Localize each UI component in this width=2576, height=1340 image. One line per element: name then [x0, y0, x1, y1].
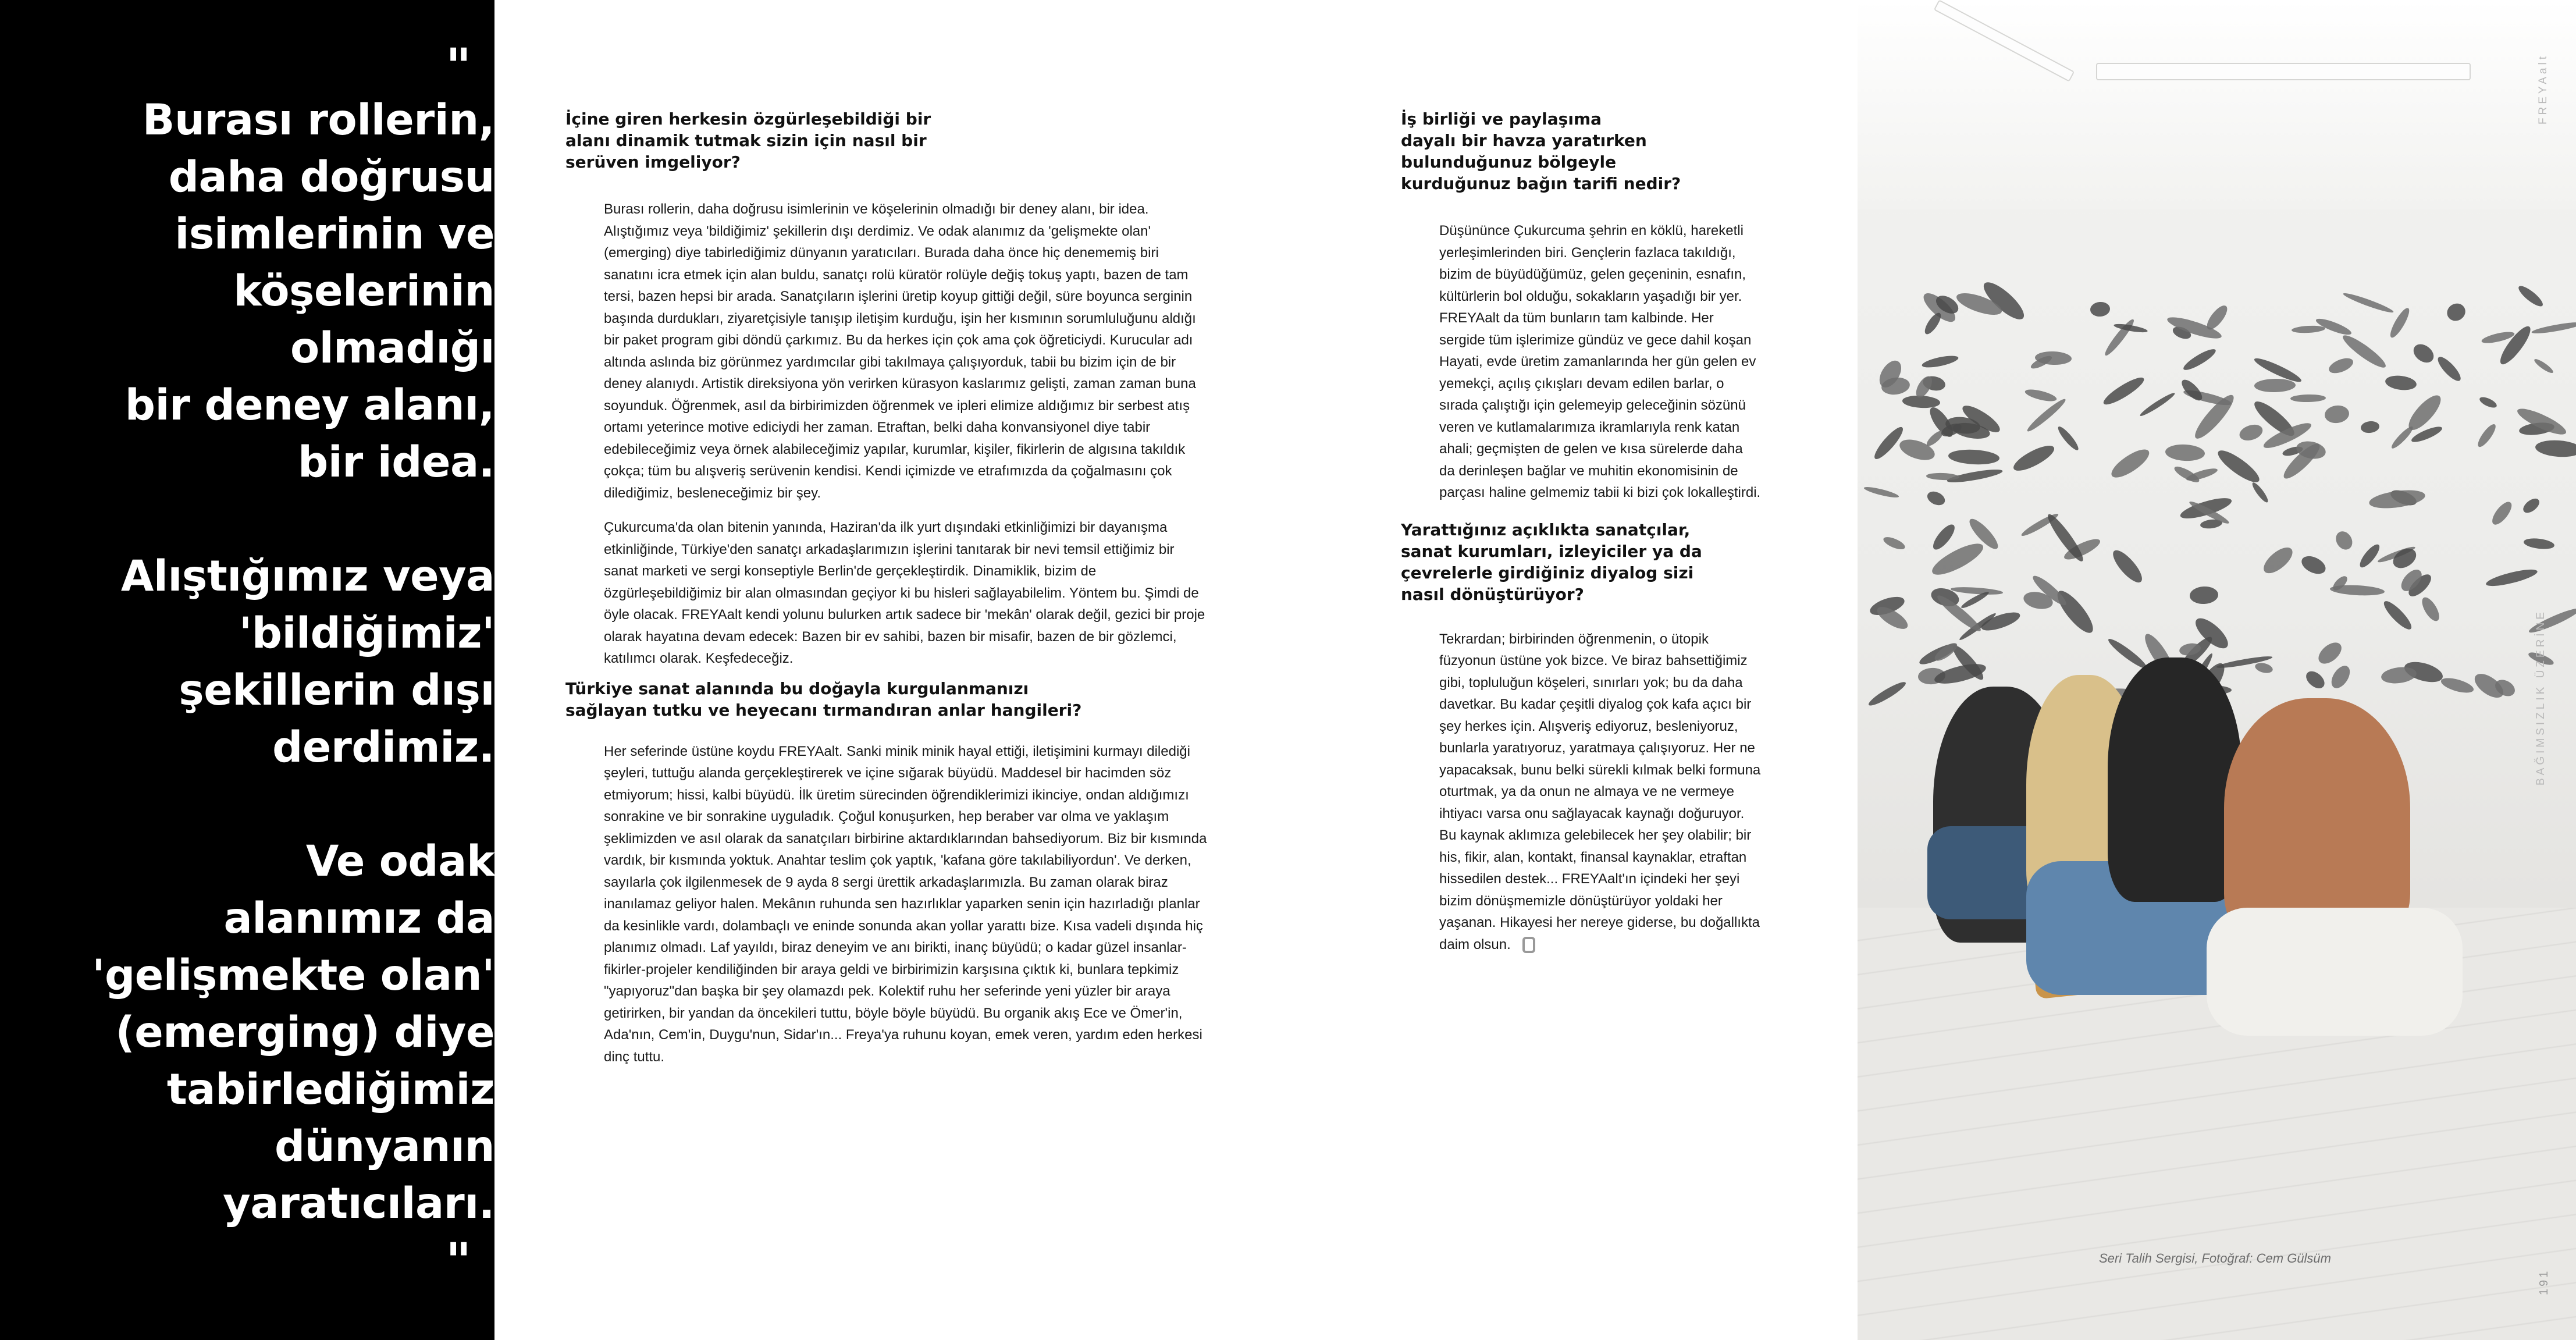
wall-sculpture-piece: [2090, 301, 2111, 318]
answer-2: Her seferinde üstüne koydu FREYAalt. Sanki minik minik hayal ettiği, iletişimini kurmayı dilediği şeyleri, tuttuğu alanda gerçekleştirerek ve içine sığarak büyüdü. Maddesel bir hacimden söz etmiyorum; hissi, kalbi büyüdü. İlk üretim sürecinden öğrendiklerimizi ikinciye, ondan aldığımızı sonrakine ve bir sonrakine uyguladık. Çoğul konuşurken, hep beraber var olma ve yaklaşım şeklimizden ve asıl olarak da sanatçıları birbirine aktardıklarından bahsediyorum. Biz bir kısmında vardık, bir kısmında yoktuk. Anahtar teslim çok yaptık, 'kafana göre takılabiliyordun'. Ve derken, sayılarla çok ilgilenmesek de 9 ayda 8 sergi ürettik arkadaşlarımızla. Bu zaman olarak biraz inanılamaz geliyor halen. Mekânın ruhunda sen hazırlıklar yaparken senin için hazırladığı planlar da kesinlikle vardı, dolambaçlı ve eninde sonunda akan yollar yarattı bize. Kısa vadeli dışında hiç planımız olmadı. Laf yayıldı, biraz deneyim ve anı birikti, inanç büyüdü; o kadar güzel insanlar-fikirler-projeler kendiliğinden bir araya geldi ve birbirimizin karşısına çıktık ki, bunlara tepkimiz "yapıyoruz"dan başka bir şey olamazdı pek. Kolektif ruhu her seferinde yeni yüzler bir araya getirirken, bir yandan da öncekileri tuttu, böyle böyle büyüdü. Bu organik akış Ece ve Ömer'in, Ada'nın, Cem'in, Duygu'nun, Sidar'ın... Freya'ya ruhunu koyan, emek veren, yardım eden herkesi dinç tuttu.: [604, 743, 1207, 1065]
wall-sculpture-piece: [2535, 439, 2576, 458]
answer-4-text: Tekrardan; birbirinden öğrenmenin, o ütopik füzyonun üstüne yok bizce. Ve biraz bahsettiğimiz gibi, topluluğun köşeleri, sınırları yok; bu da daha davetkar. Bu kadar çeşitli diyalog çok kafa açıcı bir şey herkes için. Alışveriş ediyoruz, besleniyoruz, bunlarla yaratıyoruz, yaratmaya çalışıyoruz. Her ne yapacaksak, bunu belki sürekli kılmak belki formuna oturtmak, ya da onun ne almaya ve ne vermeye ihtiyacı varsa onu sağlayacak kaynağı doğuruyor. Bu kaynak aklımıza gelebilecek her şey olabilir; bir his, fikir, alan, kontakt, finansal kaynaklar, etraftan hissedilen destek... FREYAalt'ın içindeki her şeyi bizim dönüşmemizle dönüştürüyor yoldaki her yaşanan. Hikayesi her nereye giderse, bu doğallıkta daim olsun.: [1439, 631, 1761, 952]
wall-sculpture-piece: [1926, 472, 1959, 481]
wall-sculpture-piece: [2333, 529, 2356, 553]
wall-sculpture-piece: [1922, 311, 1944, 337]
wall-sculpture-piece: [2516, 283, 2546, 310]
ceiling: [1858, 0, 2576, 209]
wall-sculpture-piece: [1933, 660, 1988, 688]
wall-sculpture-piece: [2299, 553, 2328, 577]
wall-sculpture-piece: [2418, 595, 2442, 624]
person-black-jacket: [2108, 657, 2241, 902]
article-column-left: [565, 108, 1211, 1068]
question-2: Türkiye sanat alanında bu doğayla kurgulanmanızı sağlayan tutku ve heyecanı tırmandıran anlar hangileri?: [565, 678, 1082, 720]
wall-sculpture-piece: [2330, 584, 2385, 596]
quote-close-mark: ": [446, 1232, 471, 1289]
pull-quote-text: Burası rollerin, daha doğrusu isimlerinin ve köşelerinin olmadığı bir deney alanı, bir idea. Alıştığımız veya 'bildiğimiz' şekillerin dışı derdimiz. Ve odak alanımız da 'gelişmekte olan' (emerging) diye tabirlediğimiz dünyanın yaratıcıları.: [92, 95, 494, 1228]
wall-sculpture-piece: [2237, 422, 2265, 444]
wall-sculpture-piece: [2290, 394, 2326, 403]
wall-sculpture-piece: [2410, 340, 2438, 367]
wall-sculpture-piece: [2357, 542, 2382, 571]
wall-sculpture-piece: [2521, 496, 2542, 516]
wall-sculpture-piece: [2380, 666, 2417, 686]
wall-sculpture-piece: [2011, 442, 2057, 475]
end-of-article-icon: [1522, 937, 1535, 953]
wall-sculpture-piece: [2368, 488, 2426, 511]
wall-sculpture-piece: [2108, 445, 2153, 482]
wall-sculpture-piece: [2254, 378, 2296, 392]
wall-sculpture-piece: [1951, 586, 2003, 596]
wall-sculpture-piece: [2324, 404, 2350, 424]
wall-sculpture-piece: [2190, 585, 2219, 604]
wall-sculpture-piece: [2478, 395, 2497, 410]
wall-sculpture-piece: [2055, 424, 2081, 453]
wall-sculpture-piece: [2439, 675, 2475, 695]
answer-4: [1401, 628, 1762, 956]
ceiling-light: [2096, 63, 2471, 80]
wall-sculpture-piece: [2523, 537, 2555, 550]
wall-sculpture-piece: [1921, 354, 1959, 370]
wall-sculpture-piece: [2389, 544, 2420, 572]
wall-sculpture-piece: [1867, 679, 1908, 709]
wall-sculpture-piece: [2254, 661, 2273, 674]
answer-1-paragraph-1: Burası rollerin, daha doğrusu isimlerinin ve köşelerinin olmadığı bir deney alanı, bir idea. Alıştığımız veya 'bildiğimiz' şekillerin dışı derdimiz. Ve odak alanımız da 'gelişmekte olan' (emerging) diye tabirlediğimiz dünyanın yaratıcıları. Burada daha önce hiç denememiş biri sanatını icra etmek için alan buldu, sanatçı rolü küratör rolüyle değiş tokuş yaptı, bazen de tam tersi, bazen hepsi bir arada. Sanatçıların işlerini üretip koyup gittiği değil, süre boyunca serginin başında durdukları, ziyaretçisiyle tanışıp iletişim kurduğu, işin her kısmının sorumluluğunu aldığı bir paket program gibi döndü çarkımız. Bu da herkes için çok ama çok öğreticiydi. Kurucular adı altında aslında biz görünmez yardımcılar gibi takılmaya çalışıyorduk, tabii bu bizim için de bir deney alanıydı. Artistik direksiyona yön verirken kürasyon kaslarımız gelişti, zaman zaman buna soyunduk. Öğrenmek, asıl da birbirimizden öğrenmek ve ipleri elimize aldığımız bir serbest atış ortamı yeterince motive ediciydi her zaman. Etraftan, belki daha konvansiyonel diye tabir edebileceğimiz veya örnek alabileceğimiz yapılar, kurumlar, kişiler, fikirlerin de algısına takıldık çokça; tüm bu alışveriş serüvenin kendisi. Kendi içimizde ve etrafımızda da çoğalmasını çok dilediğimiz, besleneceğimiz bir şey.: [604, 201, 1196, 501]
wall-sculpture-piece: [1882, 535, 1906, 552]
wall-sculpture-piece: [2303, 668, 2328, 692]
wall-sculpture-piece: [1925, 489, 1947, 509]
wall-sculpture-piece: [2496, 323, 2535, 368]
person-red-hair: [2224, 698, 2410, 943]
wall-sculpture-piece: [2214, 446, 2263, 488]
pull-quote-panel: [0, 0, 494, 1340]
wall-sculpture-piece: [2444, 300, 2468, 324]
article-column-right: [1401, 108, 1762, 955]
wall-sculpture-piece: [2292, 325, 2326, 334]
wall-sculpture-piece: [2165, 443, 2205, 462]
wall-sculpture-piece: [2328, 662, 2353, 691]
wall-sculpture-piece: [2102, 317, 2137, 358]
wall-sculpture-piece: [2389, 424, 2415, 450]
wall-sculpture-piece: [2181, 346, 2218, 373]
wall-sculpture-piece: [2108, 546, 2146, 586]
wall-sculpture-piece: [2179, 376, 2205, 403]
wall-sculpture-piece: [2101, 374, 2147, 408]
wall-sculpture-piece: [2485, 566, 2538, 589]
answer-1-paragraph-2: Çukurcuma'da olan bitenin yanında, Haziran'da ilk yurt dışındaki etkinliğimizi bir dayanışma etkinliğinde, Türkiye'den sanatçı arkadaşlarımızın işlerini tanıtarak bir nevi temsil ettiğimiz bir sanat marketi ve sergi konseptiyle Berlin'de gerçekleştirdik. Dinamiklik, bizim de özgürleşebildiğimiz bir alan olmasından geçiyor ki bu hisleri sağlayabilelim. Yöntem bu. Şimdi de öyle olacak. FREYAalt kendi yolunu bulurken artık sadece bir 'mekân' olarak değil, gezici bir proje olarak hayatına devam edecek: Bazen bir ev sahibi, bazen bir misafir, bazen de bir gözlemci, katılımcı olarak. Keşfedeceğiz.: [604, 520, 1205, 666]
question-4: Yarattığınız açıklıkta sanatçılar, sanat kurumları, izleyiciler ya da çevrelerle girdiğiniz diyalog sizi nasıl dönüştürüyor?: [1401, 520, 1702, 604]
person-white-pants: [2207, 908, 2463, 1036]
wall-sculpture-piece: [2106, 636, 2150, 672]
wall-sculpture-piece: [2260, 543, 2297, 578]
page-number: 191: [2538, 1268, 2550, 1295]
wall-sculpture-piece: [2315, 638, 2345, 667]
wall-sculpture-piece: [2533, 357, 2555, 375]
wall-sculpture-piece: [2381, 598, 2415, 632]
wall-sculpture-piece: [2531, 321, 2576, 336]
quote-open-mark: ": [446, 38, 471, 95]
wall-sculpture-piece: [2385, 374, 2418, 392]
section-running-label: BAĞIMSIZLIK ÜZERİNE: [2535, 609, 2547, 785]
wall-sculpture-piece: [2342, 291, 2394, 315]
wall-sculpture-piece: [1948, 449, 2000, 465]
gallery-photo: [1858, 0, 2576, 1340]
wall-sculpture-piece: [2139, 390, 2176, 418]
wall-sculpture-piece: [2327, 356, 2355, 376]
wall-sculpture-piece: [2250, 481, 2270, 504]
question-3: İş birliği ve paylaşıma dayalı bir havza yaratırken bulunduğunuz bölgeyle kurduğunuz bağın tarifi nedir?: [1401, 109, 1681, 193]
wall-sculpture-piece: [2489, 499, 2515, 527]
wall-sculpture-piece: [2024, 388, 2058, 404]
answer-3: Düşününce Çukurcuma şehrin en köklü, hareketli yerleşimlerinden biri. Gençlerin fazlaca takıldığı, bizim de büyüdüğümüz, gelen geçeninin, esnafın, kültürlerin bol olduğu, sokakların yaşadığı bir yer. FREYAalt da tüm bunların tam kalbinde. Her sergide tüm işlerimize gündüz ve gece dahil koşan Hayati, evde üretim zamanlarında her gün gelen ev yemekçi, açılış çıkışları devam edilen barlar, o sırada çalıştığı için gelemeyip geleceğinin sözünü veren ve kutlamalarımıza ikramlarıyla renk katan ahali; geçmişten de gelen ve kısa sürelerde daha da derinleşen bağlar ve muhitin ekonomisinin de parçası haline gelmemiz tabii ki bizi çok lokalleştirdi.: [1439, 223, 1761, 500]
wall-sculpture-piece: [1930, 521, 1958, 553]
photo-caption: Seri Talih Sergisi, Fotoğraf: Cem Gülsüm: [2099, 1251, 2331, 1266]
wall-sculpture-piece: [2360, 420, 2380, 434]
brand-running-label: FREYAalt: [2537, 53, 2549, 125]
question-1: İçine giren herkesin özgürleşebildiği bir alanı dinamik tutmak sizin için nasıl bir serüven imgeliyor?: [565, 109, 931, 172]
wall-sculpture-piece: [1863, 485, 1900, 500]
wall-sculpture-piece: [2475, 422, 2499, 449]
wall-sculpture-piece: [2435, 354, 2464, 384]
